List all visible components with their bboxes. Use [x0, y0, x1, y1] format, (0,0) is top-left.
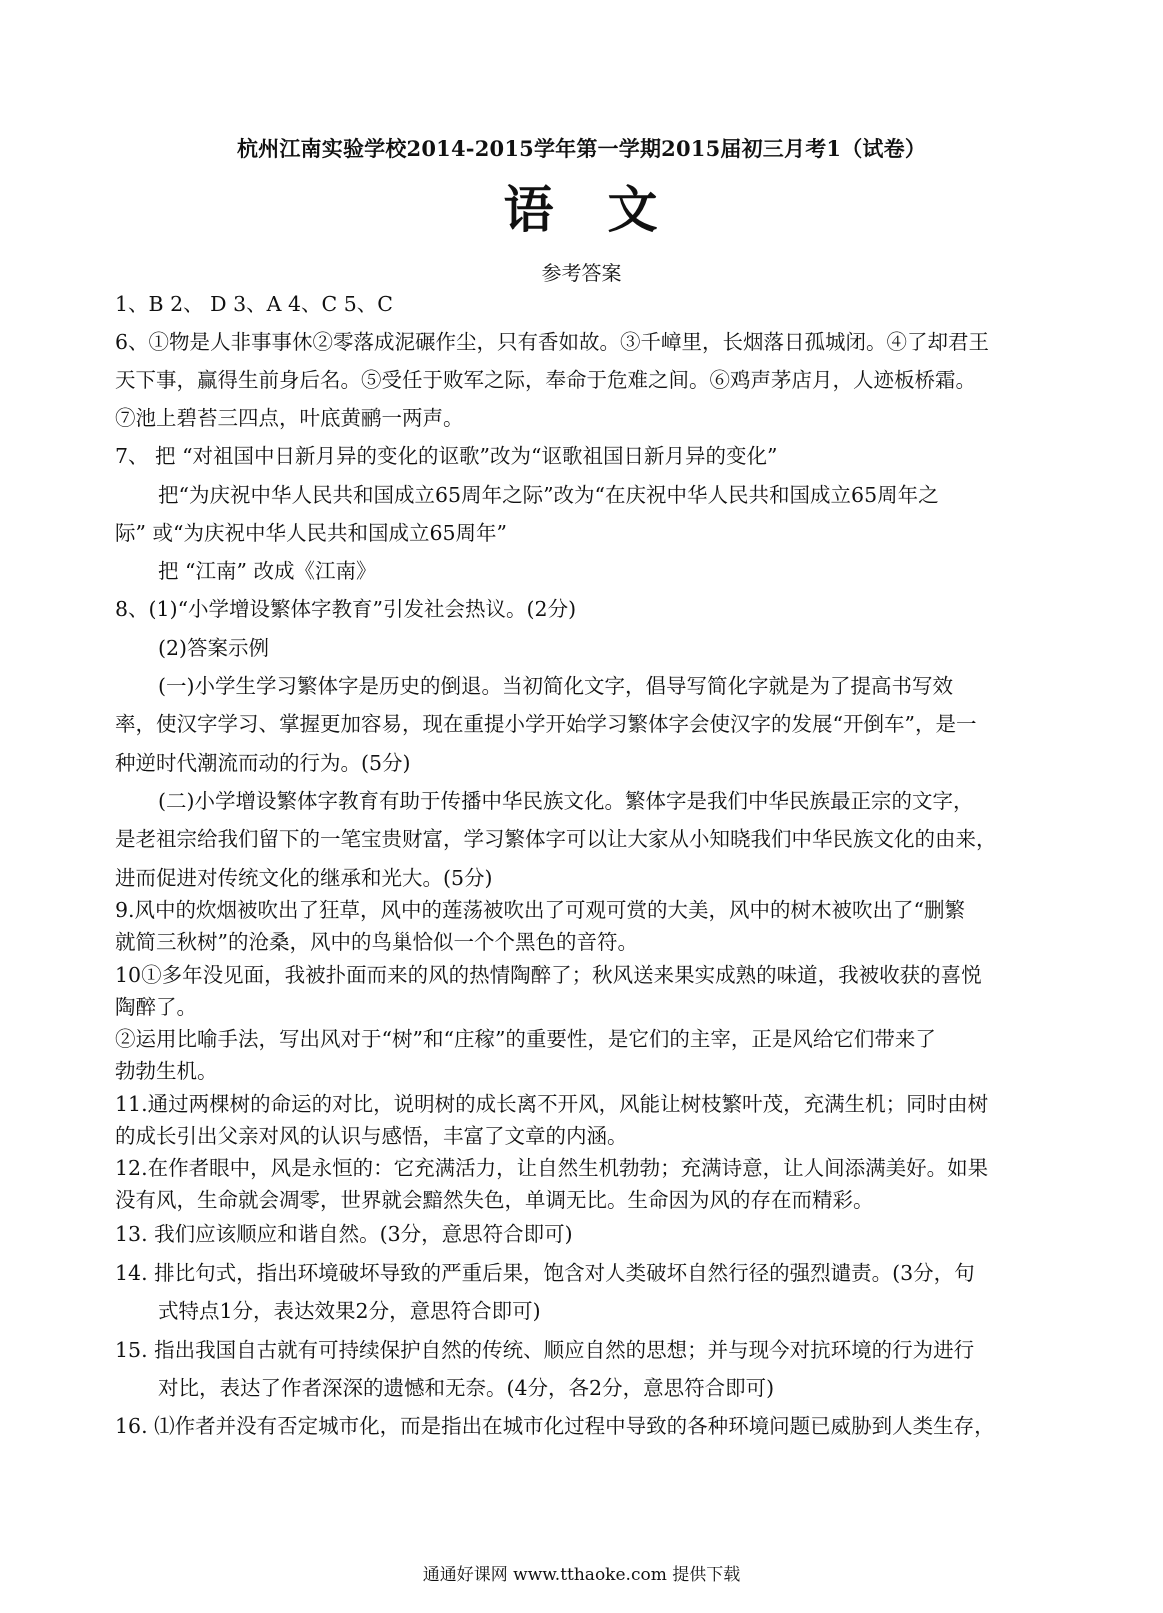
answer-line: (一)小学生学习繁体字是历史的倒退。当初简化文字，倡导写简化字就是为了提高书写效 — [158, 674, 953, 698]
answer-line: 天下事，赢得生前身后名。⑤受任于败军之际，奉命于危难之间。⑥鸡声茅店月，人迹板桥霜。 — [115, 368, 976, 392]
exam-title: 杭州江南实验学校2014-2015学年第一学期2015届初三月考1（试卷） — [236, 136, 927, 161]
answer-line: 对比，表达了作者深深的遗憾和无奈。(4分，各2分，意思符合即可) — [158, 1376, 775, 1400]
answer-line: 率，使汉字学习、掌握更加容易，现在重提小学开始学习繁体字会使汉字的发展“开倒车”，是一 — [115, 712, 977, 736]
answer-line: (二)小学增设繁体字教育有助于传播中华民族文化。繁体字是我们中华民族最正宗的文字， — [158, 789, 974, 813]
answer-line: 9.风中的炊烟被吹出了狂草，风中的莲荡被吹出了可观可赏的大美，风中的树木被吹出了“删繁 — [115, 898, 966, 922]
answer-line: 陶醉了。 — [115, 995, 197, 1019]
answer-line: ②运用比喻手法，写出风对于“树”和“庄稼”的重要性，是它们的主宰，正是风给它们带来了 — [115, 1027, 936, 1051]
answer-line: 12.在作者眼中，风是永恒的：它充满活力，让自然生机勃勃；充满诗意，让人间添满美好。如果 — [115, 1156, 989, 1180]
answer-line: 13. 我们应该顺应和谐自然。(3分，意思符合即可) — [115, 1222, 573, 1246]
answer-line: 1、B 2、 D 3、A 4、C 5、C — [115, 292, 393, 316]
answer-line: 式特点1分，表达效果2分，意思符合即可) — [158, 1299, 541, 1323]
answer-line: 16. ⑴作者并没有否定城市化，而是指出在城市化过程中导致的各种环境问题已威胁到人类生存， — [115, 1414, 995, 1438]
answer-line: 7、 把 “对祖国中日新月异的变化的讴歌”改为“讴歌祖国日新月异的变化” — [115, 444, 778, 468]
answer-line: (2)答案示例 — [158, 636, 270, 660]
subject-heading: 语 文 — [503, 180, 660, 239]
answer-line: 把“为庆祝中华人民共和国成立65周年之际”改为“在庆祝中华人民共和国成立65周年之 — [158, 483, 939, 507]
answer-line: 就简三秋树”的沧桑，风中的鸟巢恰似一个个黑色的音符。 — [115, 930, 638, 954]
answer-line: 14. 排比句式，指出环境破坏导致的严重后果，饱含对人类破坏自然行径的强烈谴责。(3分，句 — [115, 1261, 975, 1285]
answer-line: 是老祖宗给我们留下的一笔宝贵财富，学习繁体字可以让大家从小知晓我们中华民族文化的由来， — [115, 827, 997, 851]
answer-line: 勃勃生机。 — [115, 1059, 218, 1083]
answer-key-label: 参考答案 — [541, 261, 622, 285]
answer-line: 把 “江南” 改成《江南》 — [158, 559, 377, 583]
answer-line: ⑦池上碧苔三四点，叶底黄鹂一两声。 — [115, 406, 464, 430]
answer-line: 8、(1)“小学增设繁体字教育”引发社会热议。(2分) — [115, 597, 577, 621]
answer-line: 15. 指出我国自古就有可持续保护自然的传统、顺应自然的思想；并与现今对抗环境的行为进行 — [115, 1338, 975, 1362]
answer-line: 10①多年没见面，我被扑面而来的风的热情陶醉了；秋风送来果实成熟的味道，我被收获的喜悦 — [115, 963, 982, 987]
answer-line: 的成长引出父亲对风的认识与感悟，丰富了文章的内涵。 — [115, 1124, 628, 1148]
answer-line: 没有风，生命就会凋零，世界就会黯然失色，单调无比。生命因为风的存在而精彩。 — [115, 1188, 874, 1212]
answer-line: 际” 或“为庆祝中华人民共和国成立65周年” — [115, 521, 508, 545]
answer-line: 进而促进对传统文化的继承和光大。(5分) — [115, 866, 493, 890]
answer-line: 11.通过两棵树的命运的对比，说明树的成长离不开风，风能让树枝繁叶茂，充满生机；同时由树 — [115, 1092, 989, 1116]
page-footer: 通通好课网 www.tthaoke.com 提供下载 — [422, 1565, 741, 1585]
answer-line: 种逆时代潮流而动的行为。(5分) — [115, 751, 411, 775]
answer-line: 6、①物是人非事事休②零落成泥碾作尘，只有香如故。③千嶂里，长烟落日孤城闭。④了却君王 — [115, 330, 990, 354]
